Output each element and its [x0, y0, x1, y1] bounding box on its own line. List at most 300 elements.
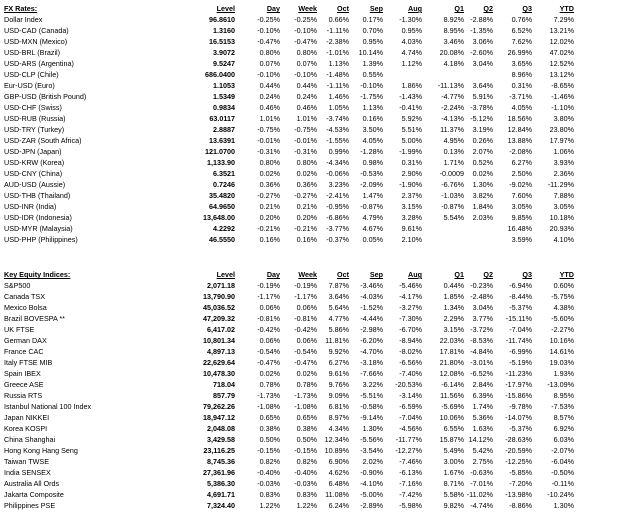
- fx-cell-day: 0.44%: [259, 81, 280, 90]
- fx-cell-name: USD-PHP (Philippines): [4, 235, 78, 244]
- equity-cell-level: 7,324.40: [207, 501, 235, 510]
- fx-cell-day: -0.75%: [257, 125, 280, 134]
- fx-table-row: [0, 69, 640, 80]
- equity-cell-ytd: 10.16%: [549, 336, 574, 345]
- equity-cell-week: 0.06%: [296, 303, 317, 312]
- fx-cell-sep: -0.53%: [360, 169, 383, 178]
- fx-cell-q3: 3.05%: [511, 202, 532, 211]
- fx-cell-aug: 0.95%: [401, 26, 422, 35]
- equity-cell-oct: 4.34%: [328, 424, 349, 433]
- fx-cell-level: 2.8887: [213, 125, 235, 134]
- equity-cell-q2: -7.01%: [470, 479, 493, 488]
- equity-cell-q1: 0.44%: [443, 281, 464, 290]
- fx-cell-q2: -2.60%: [470, 48, 493, 57]
- equity-indices-table: [0, 269, 640, 511]
- equity-table-row: [0, 401, 640, 412]
- equity-cell-name: Taiwan TWSE: [4, 457, 50, 466]
- equity-cell-week: -0.03%: [294, 479, 317, 488]
- equity-table-row: [0, 346, 640, 357]
- equity-cell-level: 10,801.34: [203, 336, 235, 345]
- equity-cell-day: 0.82%: [259, 457, 280, 466]
- fx-col-week: Week: [298, 4, 317, 13]
- fx-cell-sep: 4.67%: [362, 224, 383, 233]
- equity-cell-aug: -6.13%: [399, 468, 422, 477]
- fx-cell-oct: 3.23%: [328, 180, 349, 189]
- fx-cell-day: 0.80%: [259, 48, 280, 57]
- fx-cell-sep: -0.87%: [360, 202, 383, 211]
- equity-cell-q3: -14.07%: [505, 413, 532, 422]
- equity-cell-aug: -12.27%: [395, 446, 422, 455]
- fx-cell-q3: 18.56%: [507, 114, 532, 123]
- fx-cell-name: Eur-USD (Euro): [4, 81, 55, 90]
- equity-cell-week: -0.19%: [294, 281, 317, 290]
- equity-cell-aug: -7.42%: [399, 490, 422, 499]
- equity-cell-ytd: -10.24%: [547, 490, 574, 499]
- fx-cell-week: -0.01%: [294, 136, 317, 145]
- equity-cell-aug: -5.98%: [399, 501, 422, 510]
- fx-cell-q3: 26.99%: [507, 48, 532, 57]
- equity-cell-q2: -4.74%: [470, 501, 493, 510]
- equity-cell-week: -1.08%: [294, 402, 317, 411]
- fx-cell-aug: -1.90%: [399, 180, 422, 189]
- equity-col-aug: Aug: [408, 270, 422, 279]
- fx-cell-day: -0.31%: [257, 147, 280, 156]
- equity-table-row: [0, 467, 640, 478]
- fx-cell-week: -0.47%: [294, 37, 317, 46]
- equity-cell-q3: -5.37%: [509, 303, 532, 312]
- equity-cell-q2: -0.63%: [470, 468, 493, 477]
- fx-cell-q3: 4.05%: [511, 103, 532, 112]
- equity-cell-q3: -13.98%: [505, 490, 532, 499]
- fx-cell-oct: 1.13%: [328, 59, 349, 68]
- fx-cell-day: -0.10%: [257, 70, 280, 79]
- fx-cell-week: 0.21%: [296, 202, 317, 211]
- fx-cell-oct: -0.95%: [326, 202, 349, 211]
- fx-cell-q2: 3.04%: [472, 59, 493, 68]
- fx-cell-level: 1.5349: [213, 92, 235, 101]
- equity-col-q3: Q3: [522, 270, 532, 279]
- fx-cell-week: -0.31%: [294, 147, 317, 156]
- fx-cell-sep: 1.13%: [362, 103, 383, 112]
- equity-cell-week: -1.73%: [294, 391, 317, 400]
- equity-cell-q2: -6.52%: [470, 369, 493, 378]
- fx-cell-name: USD-TRY (Turkey): [4, 125, 65, 134]
- equity-table-row: [0, 357, 640, 368]
- fx-cell-sep: -2.09%: [360, 180, 383, 189]
- equity-cell-aug: -7.04%: [399, 413, 422, 422]
- equity-cell-ytd: -0.50%: [551, 468, 574, 477]
- equity-cell-level: 2,048.08: [207, 424, 235, 433]
- equity-cell-sep: 2.02%: [362, 457, 383, 466]
- fx-table-row: [0, 113, 640, 124]
- fx-cell-week: 0.80%: [296, 158, 317, 167]
- fx-cell-q2: 0.02%: [472, 169, 493, 178]
- equity-cell-ytd: 6.92%: [553, 424, 574, 433]
- equity-cell-q1: 2.29%: [443, 314, 464, 323]
- equity-cell-name: Korea KOSPI: [4, 424, 48, 433]
- equity-cell-sep: -5.56%: [360, 435, 383, 444]
- fx-cell-q3: -9.02%: [509, 180, 532, 189]
- equity-cell-aug: -8.02%: [399, 347, 422, 356]
- equity-cell-day: 0.78%: [259, 380, 280, 389]
- fx-table-row: [0, 25, 640, 36]
- equity-cell-sep: -3.46%: [360, 281, 383, 290]
- fx-cell-week: 0.20%: [296, 213, 317, 222]
- equity-cell-q1: 1.67%: [443, 468, 464, 477]
- equity-cell-week: 1.22%: [296, 501, 317, 510]
- equity-cell-oct: 6.90%: [328, 457, 349, 466]
- fx-cell-name: GBP-USD (British Pound): [4, 92, 87, 101]
- equity-cell-week: 0.38%: [296, 424, 317, 433]
- fx-cell-q1: 4.95%: [443, 136, 464, 145]
- fx-cell-ytd: 12.02%: [549, 37, 574, 46]
- equity-cell-week: -0.40%: [294, 468, 317, 477]
- fx-cell-sep: 0.70%: [362, 26, 383, 35]
- fx-table-row: [0, 135, 640, 146]
- fx-cell-week: 0.80%: [296, 48, 317, 57]
- equity-cell-aug: -20.53%: [395, 380, 422, 389]
- equity-cell-q2: 3.77%: [472, 314, 493, 323]
- equity-cell-q3: -20.59%: [505, 446, 532, 455]
- fx-cell-level: 1.3160: [213, 26, 235, 35]
- fx-cell-sep: 0.95%: [362, 37, 383, 46]
- fx-cell-aug: 2.10%: [401, 235, 422, 244]
- equity-cell-week: -0.15%: [294, 446, 317, 455]
- fx-cell-week: -0.10%: [294, 70, 317, 79]
- equity-cell-day: 0.65%: [259, 413, 280, 422]
- equity-cell-ytd: 6.03%: [553, 435, 574, 444]
- equity-cell-oct: 4.77%: [328, 314, 349, 323]
- fx-table-row: [0, 102, 640, 113]
- equity-cell-q2: -4.84%: [470, 347, 493, 356]
- equity-cell-ytd: 19.03%: [549, 358, 574, 367]
- equity-cell-level: 27,361.96: [203, 468, 235, 477]
- equity-cell-oct: 12.34%: [324, 435, 349, 444]
- equity-cell-q1: 3.00%: [443, 457, 464, 466]
- equity-cell-week: -0.81%: [294, 314, 317, 323]
- equity-cell-q3: -8.44%: [509, 292, 532, 301]
- fx-cell-aug: 5.51%: [401, 125, 422, 134]
- fx-cell-ytd: 2.36%: [553, 169, 574, 178]
- equity-cell-q2: -0.23%: [470, 281, 493, 290]
- fx-cell-oct: 0.99%: [328, 147, 349, 156]
- equity-cell-ytd: 0.60%: [553, 281, 574, 290]
- fx-cell-ytd: 13.12%: [549, 70, 574, 79]
- fx-cell-oct: -4.53%: [326, 125, 349, 134]
- fx-table-row: [0, 223, 640, 234]
- equity-cell-day: -0.42%: [257, 325, 280, 334]
- fx-cell-q2: 3.06%: [472, 37, 493, 46]
- equity-col-level: Level: [216, 270, 235, 279]
- fx-col-q2: Q2: [483, 4, 493, 13]
- equity-table-row: [0, 423, 640, 434]
- fx-cell-level: 63.0117: [209, 114, 235, 123]
- fx-cell-ytd: 17.97%: [549, 136, 574, 145]
- fx-cell-aug: 1.12%: [401, 59, 422, 68]
- fx-cell-oct: -1.01%: [326, 48, 349, 57]
- fx-table-row: [0, 146, 640, 157]
- equity-cell-name: China Shanghai: [4, 435, 56, 444]
- fx-cell-week: -0.21%: [294, 224, 317, 233]
- fx-cell-ytd: 47.02%: [549, 48, 574, 57]
- fx-cell-q2: -3.78%: [470, 103, 493, 112]
- equity-cell-aug: -8.94%: [399, 336, 422, 345]
- equity-table-row: [0, 302, 640, 313]
- fx-cell-q2: -1.35%: [470, 26, 493, 35]
- equity-cell-week: 0.82%: [296, 457, 317, 466]
- equity-cell-q2: 1.63%: [472, 424, 493, 433]
- fx-table-row: [0, 179, 640, 190]
- equity-cell-aug: -4.17%: [399, 292, 422, 301]
- equity-cell-q1: 11.56%: [440, 391, 464, 400]
- fx-cell-week: 0.16%: [296, 235, 317, 244]
- fx-cell-level: 6.3521: [213, 169, 235, 178]
- equity-cell-week: -0.54%: [294, 347, 317, 356]
- equity-cell-q2: 5.36%: [472, 413, 493, 422]
- equity-cell-name: Brazil BOVESPA **: [4, 314, 65, 323]
- fx-cell-q3: 3.59%: [511, 235, 532, 244]
- equity-cell-day: -1.17%: [257, 292, 280, 301]
- fx-cell-q3: 9.85%: [511, 213, 532, 222]
- fx-cell-q1: 1.71%: [443, 158, 464, 167]
- equity-cell-q1: 15.87%: [439, 435, 464, 444]
- fx-cell-day: 0.46%: [259, 103, 280, 112]
- fx-cell-q1: 5.54%: [443, 213, 464, 222]
- equity-cell-day: -1.08%: [257, 402, 280, 411]
- equity-cell-q3: -5.85%: [509, 468, 532, 477]
- fx-cell-q1: 0.13%: [443, 147, 464, 156]
- equity-cell-oct: 5.86%: [328, 325, 349, 334]
- equity-cell-name: Greece ASE: [4, 380, 44, 389]
- equity-cell-q3: -7.04%: [509, 325, 532, 334]
- fx-cell-oct: -1.48%: [326, 70, 349, 79]
- fx-cell-ytd: 3.80%: [553, 114, 574, 123]
- equity-cell-sep: -5.00%: [360, 490, 383, 499]
- equity-cell-q3: -12.25%: [505, 457, 532, 466]
- fx-cell-level: 0.7246: [213, 180, 235, 189]
- equity-cell-level: 718.04: [213, 380, 235, 389]
- equity-cell-day: -1.73%: [257, 391, 280, 400]
- fx-cell-aug: -1.30%: [399, 15, 422, 24]
- fx-cell-aug: 4.74%: [401, 48, 422, 57]
- fx-cell-q2: 3.64%: [472, 81, 493, 90]
- fx-cell-day: 0.36%: [259, 180, 280, 189]
- fx-table-row: [0, 212, 640, 223]
- fx-table-row: [0, 124, 640, 135]
- fx-cell-q3: 16.48%: [507, 224, 532, 233]
- fx-cell-aug: 3.28%: [401, 213, 422, 222]
- equity-cell-name: Japan NIKKEI: [4, 413, 50, 422]
- fx-cell-aug: 4.03%: [401, 37, 422, 46]
- equity-cell-name: Spain IBEX: [4, 369, 41, 378]
- fx-cell-name: USD-CLP (Chile): [4, 70, 59, 79]
- equity-cell-q2: -3.01%: [470, 358, 493, 367]
- equity-cell-aug: -6.56%: [399, 358, 422, 367]
- fx-cell-q1: 20.08%: [439, 48, 464, 57]
- equity-cell-name: German DAX: [4, 336, 47, 345]
- fx-title: FX Rates:: [4, 4, 38, 13]
- fx-cell-sep: 1.39%: [362, 59, 383, 68]
- equity-cell-sep: -6.20%: [360, 336, 383, 345]
- fx-cell-level: 9.5247: [213, 59, 235, 68]
- equity-cell-q3: -15.86%: [505, 391, 532, 400]
- equity-cell-sep: 1.30%: [362, 424, 383, 433]
- equity-cell-name: Jakarta Composite: [4, 490, 64, 499]
- fx-cell-name: USD-IDR (Indonesia): [4, 213, 72, 222]
- equity-cell-week: 0.83%: [296, 490, 317, 499]
- fx-cell-name: USD-RUB (Russia): [4, 114, 66, 123]
- equity-cell-name: Italy FTSE MIB: [4, 358, 53, 367]
- equity-title: Key Equity Indices:: [4, 270, 71, 279]
- equity-cell-ytd: -2.27%: [551, 325, 574, 334]
- fx-cell-q1: -6.76%: [441, 180, 464, 189]
- fx-cell-name: USD-THB (Thailand): [4, 191, 71, 200]
- fx-cell-q2: 3.19%: [472, 125, 493, 134]
- equity-table-row: [0, 390, 640, 401]
- equity-cell-q2: 2.75%: [472, 457, 493, 466]
- fx-cell-sep: 0.17%: [362, 15, 383, 24]
- fx-cell-level: 16.5153: [209, 37, 235, 46]
- fx-cell-week: -0.75%: [294, 125, 317, 134]
- equity-cell-week: 0.65%: [296, 413, 317, 422]
- fx-cell-q2: 0.52%: [472, 158, 493, 167]
- fx-cell-level: 4.2292: [213, 224, 235, 233]
- fx-cell-q3: 6.52%: [511, 26, 532, 35]
- equity-cell-sep: -4.44%: [360, 314, 383, 323]
- fx-table-row: [0, 91, 640, 102]
- fx-cell-aug: 5.92%: [401, 114, 422, 123]
- equity-cell-day: -0.81%: [257, 314, 280, 323]
- fx-cell-q3: 12.84%: [507, 125, 532, 134]
- equity-cell-sep: -4.03%: [360, 292, 383, 301]
- fx-table-row: [0, 168, 640, 179]
- equity-cell-aug: -7.16%: [399, 479, 422, 488]
- equity-col-day: Day: [266, 270, 280, 279]
- fx-cell-sep: 1.47%: [362, 191, 383, 200]
- fx-rates-table: [0, 3, 640, 245]
- fx-cell-oct: -1.11%: [326, 81, 349, 90]
- equity-cell-name: S&P500: [4, 281, 31, 290]
- equity-cell-level: 5,386.30: [207, 479, 235, 488]
- fx-cell-q2: -2.88%: [470, 15, 493, 24]
- equity-cell-day: -0.54%: [257, 347, 280, 356]
- fx-cell-name: USD-INR (India): [4, 202, 57, 211]
- fx-cell-q3: 0.31%: [511, 81, 532, 90]
- fx-col-ytd: YTD: [559, 4, 574, 13]
- equity-cell-aug: -3.14%: [399, 391, 422, 400]
- fx-cell-oct: -4.34%: [326, 158, 349, 167]
- equity-cell-q3: -5.19%: [509, 358, 532, 367]
- equity-table-row: [0, 335, 640, 346]
- fx-cell-q3: 7.60%: [511, 191, 532, 200]
- equity-cell-q3: -11.74%: [505, 336, 532, 345]
- fx-col-sep: Sep: [369, 4, 383, 13]
- fx-cell-day: -0.47%: [257, 37, 280, 46]
- equity-cell-week: 0.50%: [296, 435, 317, 444]
- equity-cell-ytd: 14.61%: [549, 347, 574, 356]
- equity-cell-level: 4,691.71: [207, 490, 235, 499]
- equity-cell-sep: -9.14%: [360, 413, 383, 422]
- equity-cell-q1: 1.34%: [443, 303, 464, 312]
- fx-cell-aug: -1.43%: [399, 92, 422, 101]
- fx-cell-q3: 3.65%: [511, 59, 532, 68]
- fx-cell-day: -0.01%: [257, 136, 280, 145]
- fx-cell-oct: -2.41%: [326, 191, 349, 200]
- equity-table-row: [0, 280, 640, 291]
- equity-table-row: [0, 489, 640, 500]
- equity-col-ytd: YTD: [559, 270, 574, 279]
- equity-cell-ytd: 1.30%: [553, 501, 574, 510]
- fx-cell-q1: 3.46%: [443, 37, 464, 46]
- equity-cell-level: 857.79: [213, 391, 235, 400]
- equity-cell-level: 6,417.02: [207, 325, 235, 334]
- equity-cell-q3: -6.99%: [509, 347, 532, 356]
- equity-cell-name: UK FTSE: [4, 325, 35, 334]
- fx-cell-week: -0.10%: [294, 26, 317, 35]
- fx-cell-q1: 11.37%: [440, 125, 464, 134]
- equity-table-row: [0, 478, 640, 489]
- fx-cell-level: 3.9072: [213, 48, 235, 57]
- equity-cell-q3: -7.20%: [509, 479, 532, 488]
- equity-cell-sep: -1.52%: [360, 303, 383, 312]
- equity-cell-level: 8,745.36: [207, 457, 235, 466]
- equity-cell-ytd: -0.11%: [551, 479, 574, 488]
- equity-table-row: [0, 500, 640, 511]
- equity-cell-q1: 17.81%: [439, 347, 464, 356]
- fx-cell-day: 0.07%: [259, 59, 280, 68]
- equity-cell-q3: -6.94%: [509, 281, 532, 290]
- equity-table-row: [0, 368, 640, 379]
- fx-cell-day: -0.21%: [257, 224, 280, 233]
- equity-cell-q2: 5.42%: [472, 446, 493, 455]
- fx-cell-day: -0.27%: [257, 191, 280, 200]
- fx-cell-level: 35.4820: [209, 191, 235, 200]
- fx-cell-sep: 0.16%: [362, 114, 383, 123]
- fx-cell-aug: 0.31%: [401, 158, 422, 167]
- equity-cell-ytd: -2.07%: [551, 446, 574, 455]
- fx-cell-day: -0.25%: [257, 15, 280, 24]
- equity-cell-q1: 21.80%: [439, 358, 464, 367]
- fx-cell-q2: 5.91%: [472, 92, 493, 101]
- fx-cell-q3: 7.62%: [511, 37, 532, 46]
- equity-cell-day: 0.83%: [259, 490, 280, 499]
- fx-cell-q1: 8.92%: [443, 15, 464, 24]
- equity-cell-level: 4,897.13: [207, 347, 235, 356]
- fx-cell-level: 13,648.00: [203, 213, 235, 222]
- fx-cell-ytd: 13.21%: [549, 26, 574, 35]
- fx-cell-q1: -0.0009: [439, 169, 464, 178]
- equity-cell-week: 0.06%: [296, 336, 317, 345]
- equity-cell-day: 0.38%: [259, 424, 280, 433]
- fx-cell-q1: -1.03%: [441, 191, 464, 200]
- fx-cell-ytd: 12.52%: [549, 59, 574, 68]
- equity-cell-aug: -7.40%: [399, 369, 422, 378]
- fx-cell-name: USD-MXN (Mexico): [4, 37, 68, 46]
- equity-cell-level: 79,262.26: [203, 402, 235, 411]
- equity-cell-name: Australia All Ords: [4, 479, 60, 488]
- equity-cell-ytd: -5.60%: [551, 314, 574, 323]
- equity-cell-day: -0.19%: [257, 281, 280, 290]
- fx-cell-q1: -11.13%: [437, 81, 464, 90]
- equity-cell-q2: 14.12%: [468, 435, 493, 444]
- equity-table-row: [0, 313, 640, 324]
- equity-col-q2: Q2: [483, 270, 493, 279]
- fx-cell-week: 0.46%: [296, 103, 317, 112]
- equity-cell-q1: 9.82%: [443, 501, 464, 510]
- equity-cell-q3: -11.23%: [505, 369, 532, 378]
- fx-cell-q1: 4.18%: [443, 59, 464, 68]
- equity-table-row: [0, 291, 640, 302]
